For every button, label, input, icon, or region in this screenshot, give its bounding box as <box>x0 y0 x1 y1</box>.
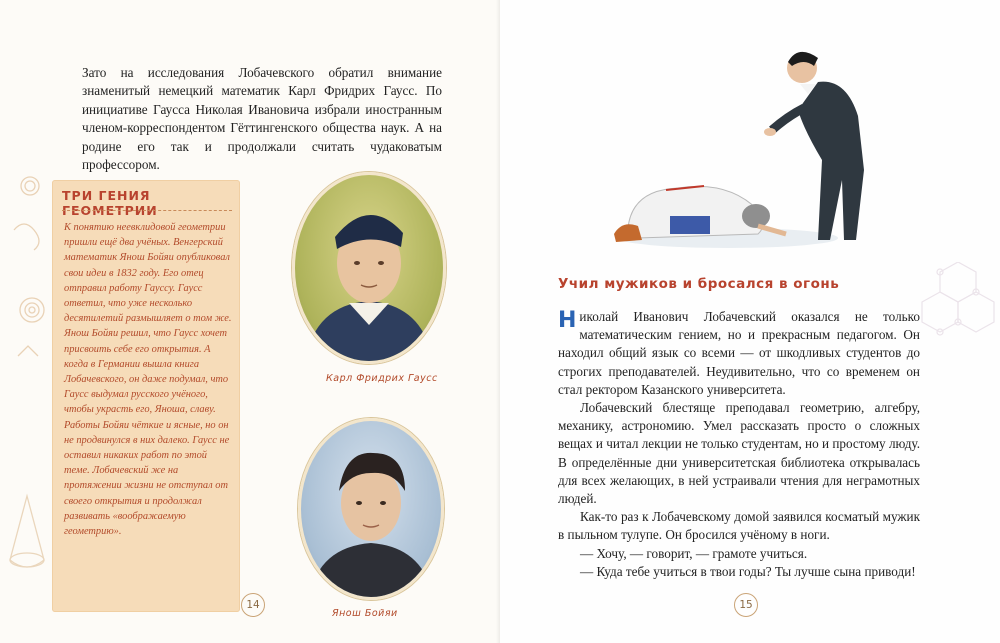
page-number-left: 14 <box>241 593 265 617</box>
cone-doodle-icon <box>4 490 50 580</box>
sidebar-text: К понятию неевклидовой геометрии пришли ещё два учёных. Венгерский математик Янош Бойяи опубликовал свои идеи в 1832 году. Его отец отправил работу Гауссу. Гаусс ответил, что уже несколько десятилетий размышляет о том же. Янош Бойяи решил, что Гаусс хочет присвоить себе его открытия. А когда в Германии вышла книга Лобачевского, он даже подумал, что Гаусс выдумал русского учёного, чтобы украсть его, Яноша, славу. Работы Бойяи чёткие и ясные, но он не продвинулся в них далеко. Гаусс не оставил никаких работ по этой теме. Лобачевский же на протяжении жизни не отступал от своего открытия и продолжал развивать «воображаемую геометрию». <box>64 222 232 538</box>
paragraph-3: Как-то раз к Лобачевскому домой заявился косматый мужик в пыльном тулупе. Он бросился учёному в ноги. <box>558 509 920 543</box>
bolyai-portrait <box>298 418 444 600</box>
bowing-scene-illustration-icon <box>608 20 898 260</box>
spiral-doodle-icon <box>8 170 48 370</box>
dialogue-line-1: — Хочу, — говорит, — грамоте учиться. <box>580 545 808 561</box>
dialogue-line-2: — Куда тебе учиться в твои годы? Ты лучше сына приводи! <box>580 563 916 579</box>
bolyai-illustration-icon <box>301 421 441 597</box>
intro-paragraph: Зато на исследования Лобачевского обратил внимание знаменитый немецкий математик Карл Фридрих Гаусс. По инициативе Гаусса Николая Ивановича избрали иностранным членом-корреспондентом Гёттингенского общества наук. А на родине его так и продолжали считать чудаковатым профессором. <box>82 65 442 173</box>
sidebar-divider <box>62 210 232 212</box>
paragraph-1: Николай Иванович Лобачевский оказался не только математическим гением, но и прекрасным педагогом. Он находил общий язык со всеми — от шкодливых студентов до строгих преподавателей. Неудивительно, что со временем он стал ректором Казанского университета. <box>558 308 920 397</box>
page-number-right: 15 <box>734 593 758 617</box>
gauss-caption: Карл Фридрих Гаусс <box>326 373 438 384</box>
paragraph-2: Лобачевский блестяще преподавал геометрию, алгебру, механику, астрономию. Умел рассказать просто о сложных вещах и читал лекции не только студентам, но и простому люду. В определённые дни университетская библиотека открывалась для всех желающих, в ней устраивали чтения для неграмотных людей. <box>558 400 920 507</box>
sidebar-title: ТРИ ГЕНИЯ ГЕОМЕТРИИ <box>62 188 158 218</box>
main-text <box>558 308 920 581</box>
drop-cap: Н <box>558 308 577 333</box>
gauss-illustration-icon <box>295 175 443 361</box>
bolyai-caption: Янош Бойяи <box>332 608 398 619</box>
sidebar-box <box>52 180 240 612</box>
section-heading: Учил мужиков и бросался в огонь <box>558 276 840 292</box>
gauss-portrait <box>292 172 446 364</box>
